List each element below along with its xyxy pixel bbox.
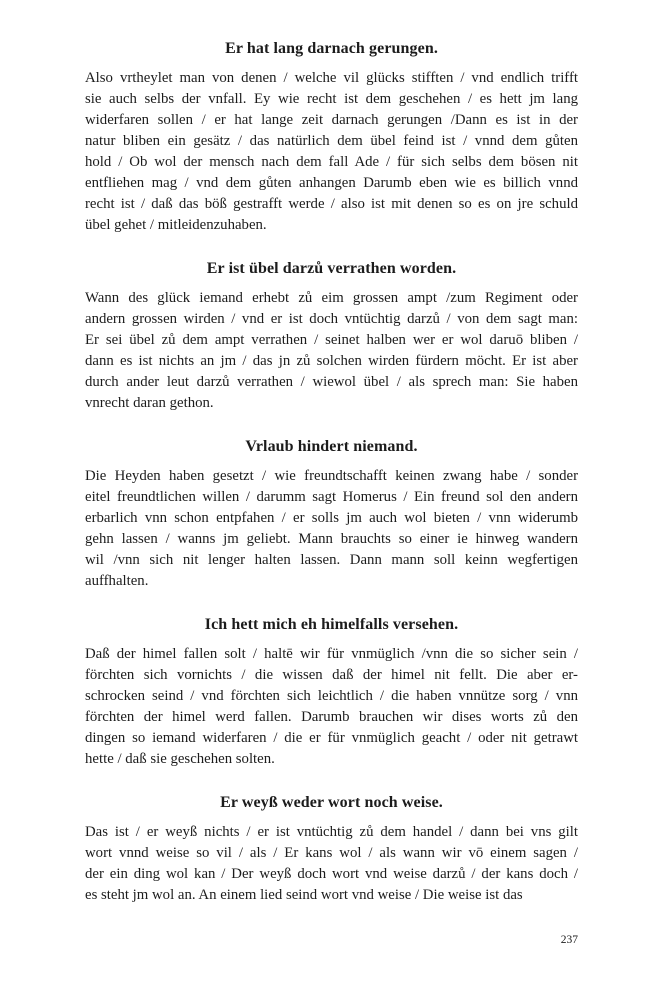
section-paragraph [85, 68, 578, 236]
section-paragraph [85, 466, 578, 592]
section-heading: Er ist übel darzů verrathen worden. [206, 260, 457, 277]
paragraph-line: vnrecht daran gethon. [85, 395, 214, 411]
paragraph-line: Das ist / er weyß nichts / er ist vntüchtig zů dem handel / dann bei vns gilt [85, 824, 578, 840]
paragraph-line: schrocken seind / vnd förchten sich leichtlich / die haben vnnütze sorg / vnn [85, 688, 578, 704]
paragraph-line: wort vnnd weise so vil / als / Er kans wol / als wann wir vō einem sagen / [85, 845, 578, 861]
text-section [85, 436, 578, 592]
paragraph-line: Er sei übel zů dem ampt verrathen / seinet halben wer er wol daruō bliben / [85, 332, 578, 348]
paragraph-line: Also vrtheylet man von denen / welche vil glücks stifften / vnd endlich trifft [85, 70, 578, 86]
text-section [85, 792, 578, 906]
paragraph-line: gehn lassen / wanns jm geliebt. Mann brauchts so einer ie hinweg wandern [85, 531, 578, 547]
paragraph-line: sie auch selbs der vnfall. Ey wie recht ist dem geschehen / es hett jm lang [85, 91, 578, 107]
text-section [85, 38, 578, 236]
paragraph-line: erbarlich vnn schon entpfahen / er solls jm auch wol bieten / vnn widerumb [85, 510, 578, 526]
paragraph-line: hette / daß sie geschehen solten. [85, 751, 275, 767]
paragraph-line: entfliehen mag / vnd dem gůten anhangen Darumb eben wie es billich vnnd [85, 175, 578, 191]
paragraph-line: recht ist / daß das böß gestrafft werde / also ist mit denen so es on jre schuld [85, 196, 578, 212]
text-block [85, 38, 578, 906]
paragraph-line: der ein ding wol kan / Der weyß doch wort vnd weise darzů / der kans doch / [85, 866, 578, 882]
paragraph-line: hold / Ob wol der mensch nach dem fall Ade / für sich selbs dem bösen nit [85, 154, 578, 170]
section-heading: Er weyß weder wort noch weise. [220, 794, 443, 811]
text-section [85, 614, 578, 770]
paragraph-line: andern grossen wirden / vnd er ist doch vntüchtig darzů / von dem sagt man: [85, 311, 578, 327]
paragraph-line: dann es ist nichts an jm / das jn zů solchen wirden fürdern möcht. Er ist aber [85, 353, 578, 369]
section-paragraph [85, 644, 578, 770]
section-heading: Ich hett mich eh himelfalls versehen. [204, 616, 459, 633]
paragraph-line: Daß der himel fallen solt / haltē wir für vnmüglich /vnn die so sicher sein / [85, 646, 578, 662]
section-heading: Er hat lang darnach gerungen. [225, 40, 438, 57]
page-number: 237 [560, 934, 578, 946]
paragraph-line: Die Heyden haben gesetzt / wie freundtschafft keinen zwang habe / sonder [85, 468, 578, 484]
paragraph-line: es steht jm wol an. An einem lied seind wort vnd weise / Die weise ist das [85, 887, 523, 903]
paragraph-line: förchten sich vornichts / die wissen daß der himel nit fellt. Die aber er- [85, 667, 578, 683]
paragraph-line: wil /vnn sich nit lenger halten lassen. Dann mann soll keinn wegfertigen [85, 552, 578, 568]
section-paragraph [85, 288, 578, 414]
paragraph-line: widerfaren sollen / er hat lange zeit darnach gerungen /Dann es ist in der [85, 112, 578, 128]
section-heading: Vrlaub hindert niemand. [245, 438, 418, 455]
text-section [85, 258, 578, 414]
paragraph-line: natur bliben ein gesätz / das natürlich dem übel feind ist / vnnd dem gůten [85, 133, 578, 149]
paragraph-line: dingen so iemand widerfaren / die er für vnmüglich geacht / oder nit getrawt [85, 730, 578, 746]
section-paragraph [85, 822, 578, 906]
paragraph-line: auffhalten. [85, 573, 149, 589]
paragraph-line: durch ander leut darzů verrathen / wiewol übel / als sprech man: Sie haben [85, 374, 578, 390]
paragraph-line: eitel freundtlichen willen / darumm sagt Homerus / Ein freund sol den andern [85, 489, 578, 505]
page-footer [561, 934, 578, 946]
paragraph-line: Wann des glück iemand erhebt zů eim grossen ampt /zum Regiment oder [85, 290, 578, 306]
paragraph-line: förchten der himel werd fallen. Darumb brauchen wir dises worts zů den [85, 709, 578, 725]
paragraph-line: übel gehet / mitleidenzuhaben. [85, 217, 267, 233]
